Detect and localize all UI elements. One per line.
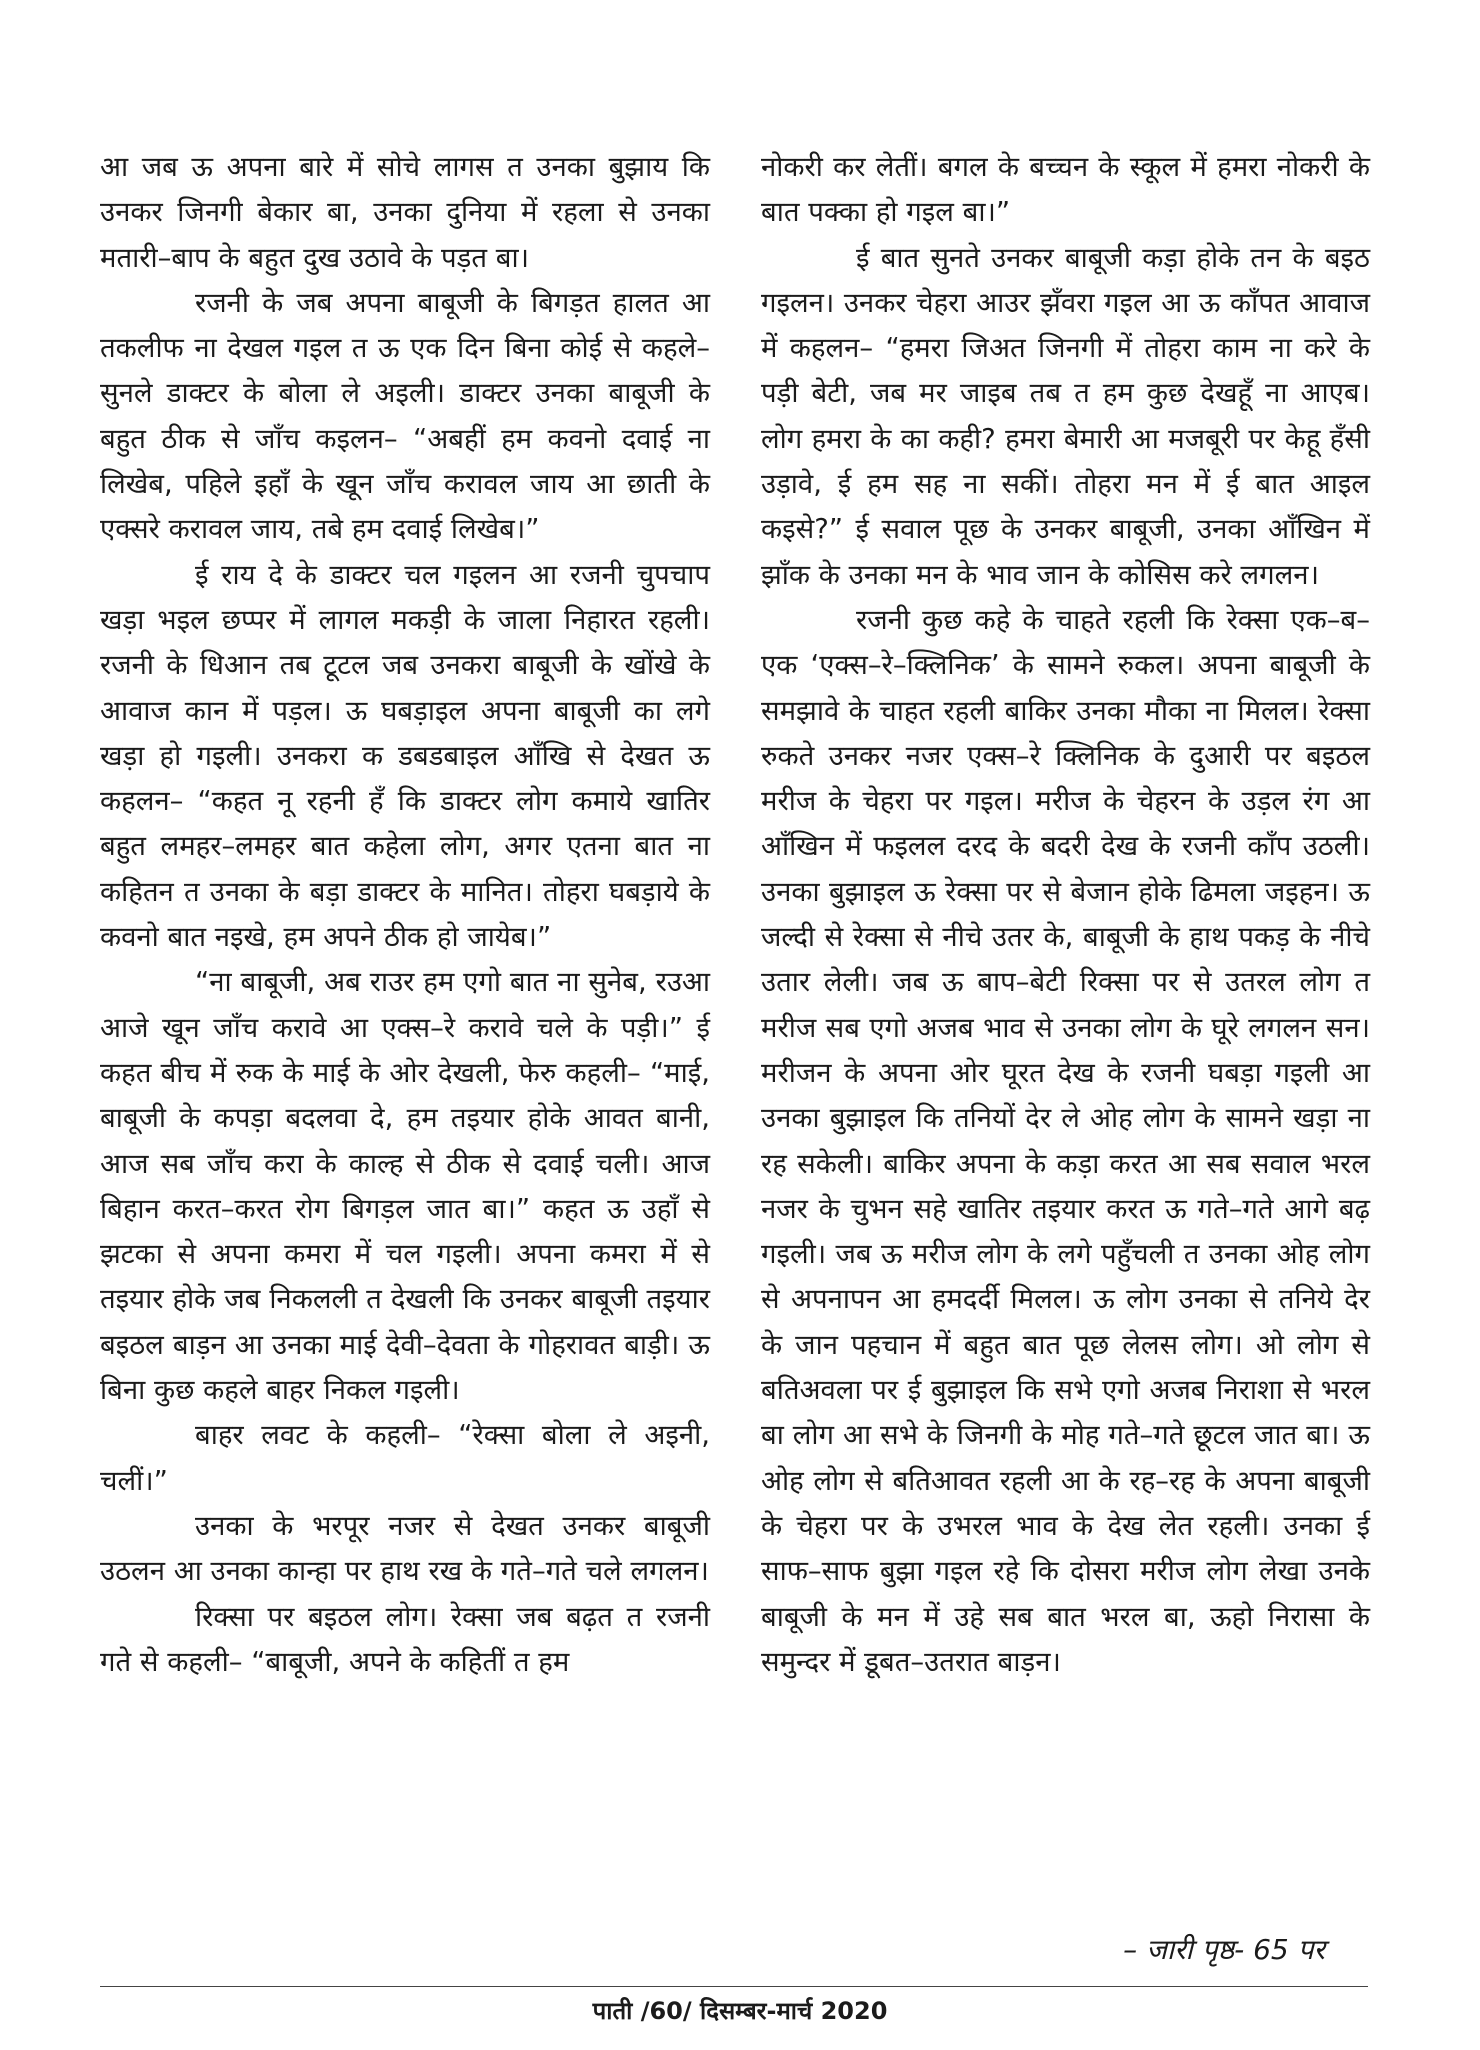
- continued-on-page-note: – जारी पृष्ठ- 65 पर: [1123, 1933, 1325, 1966]
- paragraph: रजनी कुछ कहे के चाहते रहली कि रेक्सा एक–ब–एक ‘एक्स–रे–क्लिनिक’ के सामने रुकल। अपना बाबूजी के समझावे के चाहत रहली बाकिर उनका मौका ना मिलल। रेक्सा रुकते उनकर नजर एक्स–रे क्लिनिक के दुआरी पर बइठल मरीज के चेहरा पर गइल। मरीज के चेहरन के उड़ल रंग आ आँखिन में फइलल दरद के बदरी देख के रजनी काँप उठली। उनका बुझाइल ऊ रेक्सा पर से बेजान होके ढिमला जइहन। ऊ जल्दी से रेक्सा से नीचे उतर के, बाबूजी के हाथ पकड़ के नीचे उतार लेली। जब ऊ बाप–बेटी रिक्सा पर से उतरल लोग त मरीज सब एगो अजब भाव से उनका लोग के घूरे लगलन सन। मरीजन के अपना ओर घूरत देख के रजनी घबड़ा गइली आ उनका बुझाइल कि तनियों देर ले ओह लोग के सामने खड़ा ना रह सकेली। बाकिर अपना के कड़ा करत आ सब सवाल भरल नजर के चुभन सहे खातिर तइयार करत ऊ गते–गते आगे बढ़ गइली। जब ऊ मरीज लोग के लगे पहुँचली त उनका ओह लोग से अपनापन आ हमदर्दी मिलल। ऊ लोग उनका से तनिये देर के जान पहचान में बहुत बात पूछ लेलस लोग। ओ लोग से बतिअवला पर ई बुझाइल कि सभे एगो अजब निराशा से भरल बा लोग आ सभे के जिनगी के मोह गते–गते छूटल जात बा। ऊ ओह लोग से बतिआवत रहली आ के रह–रह के अपना बाबूजी के चेहरा पर के उभरल भाव के देख लेत रहली। उनका ई साफ–साफ बुझा गइल रहे कि दोसरा मरीज लोग लेखा उनके बाबूजी के मन में उहे सब बात भरल बा, ऊहो निरासा के समुन्दर में डूबत–उतरात बाड़न।: [761, 603, 1370, 1678]
- paragraph: आ जब ऊ अपना बारे में सोचे लागस त उनका बुझाय कि उनकर जिनगी बेकार बा, उनका दुनिया में रहला से उनका मतारी–बाप के बहुत दुख उठावे के पड़त बा।: [100, 151, 710, 274]
- paragraph: बाहर लवट के कहली– “रेक्सा बोला ले अइनी, चलीं।”: [100, 1419, 710, 1497]
- paragraph: ई राय दे के डाक्टर चल गइलन आ रजनी चुपचाप खड़ा भइल छप्पर में लागल मकड़ी के जाला निहारत रहली। रजनी के धिआन तब टूटल जब उनकरा बाबूजी के खोंखे के आवाज कान में पड़ल। ऊ घबड़ाइल अपना बाबूजी का लगे खड़ा हो गइली। उनकरा क डबडबाइल आँखि से देखत ऊ कहलन– “कहत नू रहनी हँ कि डाक्टर लोग कमाये खातिर बहुत लमहर–लमहर बात कहेला लोग, अगर एतना बात ना कहितन त उनका के बड़ा डाक्टर के मानित। तोहरा घबड़ाये के कवनो बात नइखे, हम अपने ठीक हो जायेब।”: [100, 558, 710, 954]
- article-column-left: [100, 145, 710, 1685]
- page-footer: पाती /60/ दिसम्बर-मार्च 2020: [592, 1997, 888, 2025]
- paragraph: “ना बाबूजी, अब राउर हम एगो बात ना सुनेब, रउआ आजे खून जाँच करावे आ एक्स–रे करावे चले के पड़ी।” ई कहत बीच में रुक के माई के ओर देखली, फेरु कहली– “माई, बाबूजी के कपड़ा बदलवा दे, हम तइयार होके आवत बानी, आज सब जाँच करा के काल्ह से ठीक से दवाई चली। आज बिहान करत–करत रोग बिगड़ल जात बा।” कहत ऊ उहाँ से झटका से अपना कमरा में चल गइली। अपना कमरा में से तइयार होके जब निकलली त देखली कि उनकर बाबूजी तइयार बइठल बाड़न आ उनका माई देवी–देवता के गोहरावत बाड़ी। ऊ बिना कुछ कहले बाहर निकल गइली।: [100, 966, 710, 1407]
- footer-divider: [100, 1986, 1368, 1987]
- paragraph: रजनी के जब अपना बाबूजी के बिगड़त हालत आ तकलीफ ना देखल गइल त ऊ एक दिन बिना कोई से कहले–सुनले डाक्टर के बोला ले अइली। डाक्टर उनका बाबूजी के बहुत ठीक से जाँच कइलन– “अबहीं हम कवनो दवाई ना लिखेब, पहिले इहाँ के खून जाँच करावल जाय आ छाती के एक्सरे करावल जाय, तबे हम दवाई लिखेब।”: [100, 286, 710, 546]
- paragraph: ई बात सुनते उनकर बाबूजी कड़ा होके तन के बइठ गइलन। उनकर चेहरा आउर झँवरा गइल आ ऊ काँपत आवाज में कहलन– “हमरा जिअत जिनगी में तोहरा काम ना करे के पड़ी बेटी, जब मर जाइब तब त हम कुछ देखहूँ ना आएब। लोग हमरा के का कही? हमरा बेमारी आ मजबूरी पर केहू हँसी उड़ावे, ई हम सह ना सकीं। तोहरा मन में ई बात आइल कइसे?” ई सवाल पूछ के उनकर बाबूजी, उनका आँखिन में झाँक के उनका मन के भाव जान के कोसिस करे लगलन।: [761, 241, 1370, 591]
- paragraph: रिक्सा पर बइठल लोग। रेक्सा जब बढ़त त रजनी गते से कहली– “बाबूजी, अपने के कहितीं त हम: [100, 1600, 710, 1678]
- paragraph: नोकरी कर लेतीं। बगल के बच्चन के स्कूल में हमरा नोकरी के बात पक्का हो गइल बा।”: [761, 151, 1370, 229]
- paragraph: उनका के भरपूर नजर से देखत उनकर बाबूजी उठलन आ उनका कान्हा पर हाथ रख के गते–गते चले लगलन।: [100, 1509, 710, 1588]
- article-column-right: [761, 145, 1370, 1685]
